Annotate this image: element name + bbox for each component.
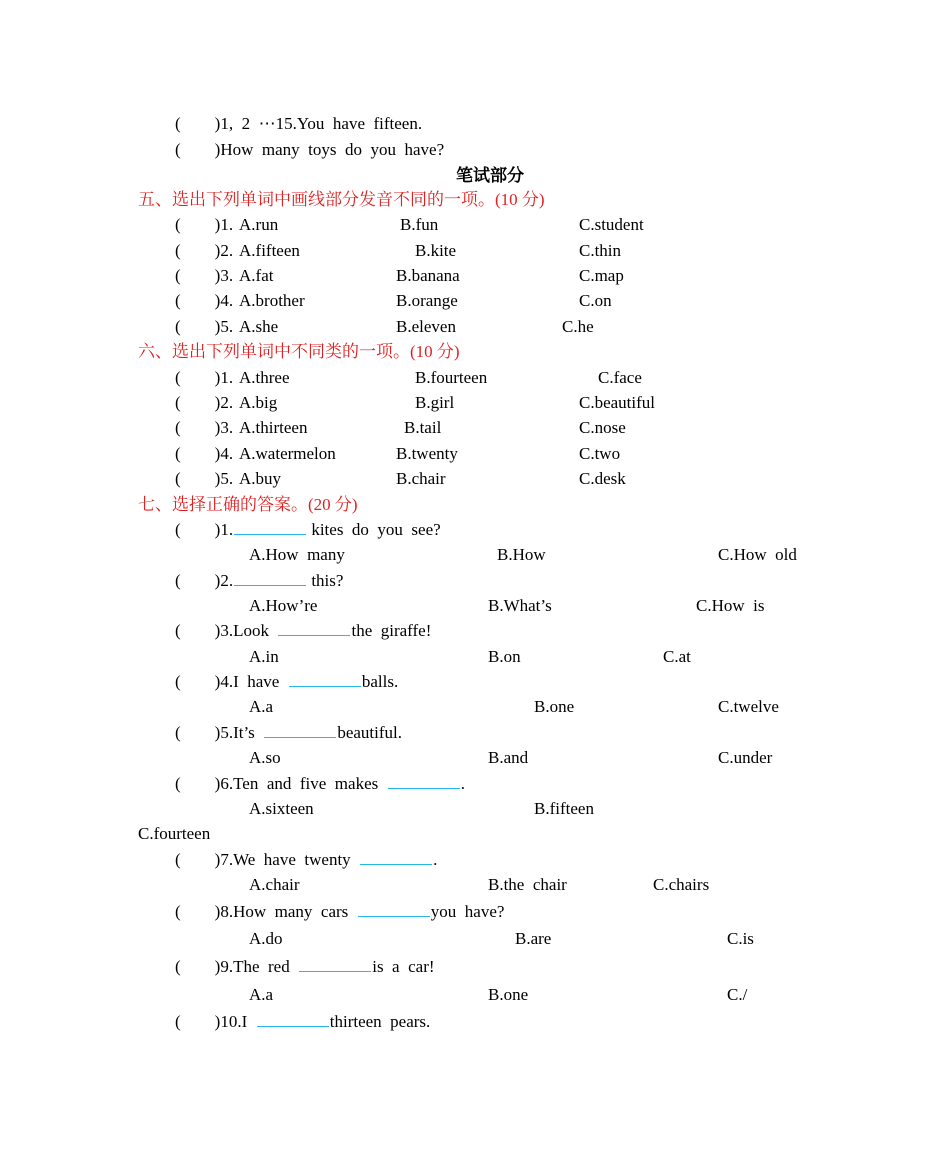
s7-question <box>175 850 437 870</box>
s5-item-num: ( )2. <box>175 241 234 260</box>
s7-option-b: B.and <box>488 748 529 767</box>
answer-blank <box>278 621 350 636</box>
s7-option-c: C.is <box>727 929 754 948</box>
s7-option-c: C.twelve <box>718 697 779 716</box>
s5-option-c: C.map <box>579 266 624 285</box>
s6-option-c: C.nose <box>579 418 626 437</box>
section-6-heading: 六、选出下列单词中不同类的一项。(10 分) <box>138 342 460 361</box>
s6-item-num: ( )3. <box>175 418 234 437</box>
s5-option-c: C.he <box>562 317 594 336</box>
s7-item-num: ( )3. <box>175 621 234 640</box>
s7-item-num: ( )1. <box>175 520 234 539</box>
s7-option-a: A.How many <box>249 545 345 564</box>
s5-option-a: A.brother <box>239 291 305 310</box>
s7-question-post: . <box>433 850 438 869</box>
s7-option-c: C.under <box>718 748 773 767</box>
s7-option-c: C./ <box>727 985 748 1004</box>
s5-option-b: B.orange <box>396 291 458 310</box>
s7-option-b: B.fifteen <box>534 799 594 818</box>
s7-option-a: A.sixteen <box>249 799 314 818</box>
s5-item-num: ( )1. <box>175 215 234 234</box>
s7-option-c: C.at <box>663 647 691 666</box>
s7-item-num: ( )5. <box>175 723 234 742</box>
s7-option-b: B.How <box>497 545 546 564</box>
s7-option-c: C.fourteen <box>138 824 211 843</box>
s5-option-b: B.kite <box>415 241 457 260</box>
answer-blank <box>388 774 460 789</box>
s5-option-b: B.banana <box>396 266 460 285</box>
s7-question-post: kites do you see? <box>307 520 441 539</box>
s7-item-num: ( )8. <box>175 902 234 921</box>
answer-blank <box>299 957 371 972</box>
s5-item-num: ( )4. <box>175 291 234 310</box>
s6-option-c: C.two <box>579 444 621 463</box>
s6-option-a: A.thirteen <box>239 418 308 437</box>
s6-option-b: B.tail <box>404 418 442 437</box>
s7-option-b: B.the chair <box>488 875 567 894</box>
s7-option-b: B.on <box>488 647 521 666</box>
s5-item-num: ( )3. <box>175 266 234 285</box>
s7-question <box>175 957 435 977</box>
s5-option-b: B.eleven <box>396 317 456 336</box>
s7-option-a: A.a <box>249 985 274 1004</box>
s7-question <box>175 571 343 591</box>
s5-option-c: C.thin <box>579 241 622 260</box>
s7-question-post: you have? <box>430 902 505 921</box>
s7-question <box>175 723 402 743</box>
s7-option-b: B.are <box>515 929 552 948</box>
s7-option-a: A.a <box>249 697 274 716</box>
s6-item-num: ( )2. <box>175 393 234 412</box>
s7-question-pre: We have twenty <box>233 850 360 869</box>
s7-option-a: A.chair <box>249 875 300 894</box>
s6-item-num: ( )4. <box>175 444 234 463</box>
s7-item-num: ( )2. <box>175 571 234 590</box>
s7-question-pre: I have <box>233 672 288 691</box>
s6-option-b: B.twenty <box>396 444 458 463</box>
question-line: ( )1, 2 ⋯15.You have fifteen. <box>175 114 423 133</box>
s7-option-a: A.so <box>249 748 281 767</box>
s5-option-a: A.run <box>239 215 279 234</box>
s6-item-num: ( )5. <box>175 469 234 488</box>
s7-question-post: balls. <box>361 672 399 691</box>
s6-option-c: C.desk <box>579 469 626 488</box>
section-title: 笔试部分 <box>456 166 524 185</box>
s7-question <box>175 1012 430 1032</box>
s7-question-pre: The red <box>233 957 299 976</box>
s5-option-b: B.fun <box>400 215 439 234</box>
s7-question-post: . <box>460 774 465 793</box>
s5-option-c: C.on <box>579 291 612 310</box>
s7-item-num: ( )4. <box>175 672 234 691</box>
s6-option-b: B.chair <box>396 469 446 488</box>
s7-question-pre: How many cars <box>233 902 357 921</box>
s7-option-a: A.How’re <box>249 596 318 615</box>
s6-item-num: ( )1. <box>175 368 234 387</box>
s7-question-post: this? <box>307 571 344 590</box>
s7-question <box>175 774 465 794</box>
section-5-heading: 五、选出下列单词中画线部分发音不同的一项。(10 分) <box>138 190 545 209</box>
answer-blank <box>234 571 306 586</box>
s5-option-a: A.fifteen <box>239 241 300 260</box>
s7-question-post: is a car! <box>372 957 435 976</box>
answer-blank <box>360 850 432 865</box>
s7-question <box>175 520 441 540</box>
s7-option-a: A.in <box>249 647 279 666</box>
section-7-heading: 七、选择正确的答案。(20 分) <box>138 495 358 514</box>
s7-option-b: B.one <box>488 985 529 1004</box>
s7-question-post: beautiful. <box>337 723 402 742</box>
s7-item-num: ( )9. <box>175 957 234 976</box>
answer-blank <box>358 902 430 917</box>
s5-option-c: C.student <box>579 215 644 234</box>
question-line: ( )How many toys do you have? <box>175 140 445 159</box>
s6-option-b: B.fourteen <box>415 368 488 387</box>
answer-blank <box>264 723 336 738</box>
s7-question-pre: Ten and five makes <box>233 774 387 793</box>
s7-question-pre: It’s <box>233 723 264 742</box>
s5-option-a: A.she <box>239 317 279 336</box>
s5-item-num: ( )5. <box>175 317 234 336</box>
s7-item-num: ( )10. <box>175 1012 242 1031</box>
s7-question-post: thirteen pears. <box>329 1012 431 1031</box>
s7-option-c: C.chairs <box>653 875 710 894</box>
s7-item-num: ( )7. <box>175 850 234 869</box>
s6-option-a: A.watermelon <box>239 444 336 463</box>
answer-blank <box>234 520 306 535</box>
s7-option-b: B.one <box>534 697 575 716</box>
s7-question <box>175 902 504 922</box>
s6-option-b: B.girl <box>415 393 455 412</box>
s7-item-num: ( )6. <box>175 774 234 793</box>
s6-option-a: A.big <box>239 393 278 412</box>
answer-blank <box>289 672 361 687</box>
s7-question-pre: Look <box>233 621 278 640</box>
s7-option-c: C.How is <box>696 596 765 615</box>
s6-option-c: C.face <box>598 368 642 387</box>
s6-option-c: C.beautiful <box>579 393 656 412</box>
s5-option-a: A.fat <box>239 266 274 285</box>
s6-option-a: A.buy <box>239 469 282 488</box>
s7-question <box>175 621 431 641</box>
s7-option-c: C.How old <box>718 545 797 564</box>
s7-question-post: the giraffe! <box>351 621 432 640</box>
s7-option-a: A.do <box>249 929 283 948</box>
s7-option-b: B.What’s <box>488 596 552 615</box>
s7-question <box>175 672 398 692</box>
s6-option-a: A.three <box>239 368 290 387</box>
answer-blank <box>257 1012 329 1027</box>
s7-question-pre: I <box>241 1012 256 1031</box>
